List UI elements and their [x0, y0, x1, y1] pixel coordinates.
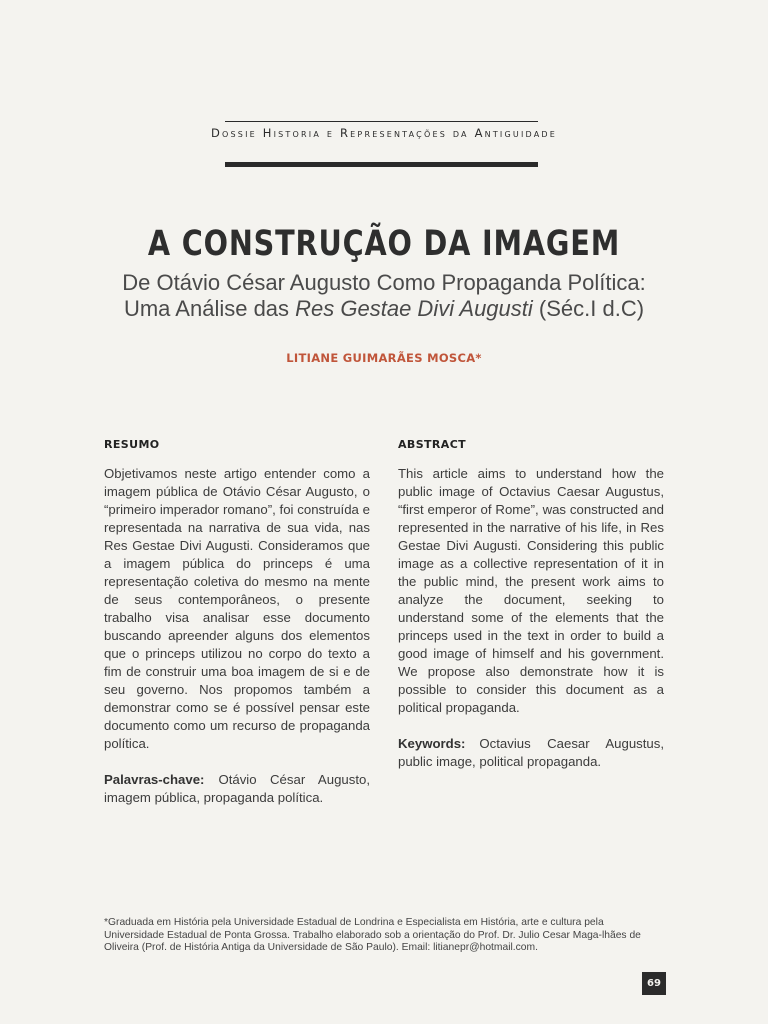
article-subtitle [0, 270, 768, 322]
author-footnote: *Graduada em História pela Universidade Estadual de Londrina e Especialista em História, arte e cultura pela Universidade Estadual de Ponta Grossa. Trabalho elaborado sob a orientação do Prof. Dr. Julio Cesar Maga-lhães de Oliveira (Prof. de História Antiga da Universidade de São Paulo). Email: litianepr@hotmail.com. [104, 917, 641, 953]
abstract-body: This article aims to understand how the public image of Octavius Caesar Augustus, “first emperor of Rome”, was constructed and represented in the narrative of his life, in Res Gestae Divi Augusti. Considering this public image as a collective representation of it in the public mind, the present work aims to analyze the document, seeking to understand some of the elements that the princeps used in the text in order to build a good image of himself and his government. We propose also demonstrate how it is possible to consider this document as a political propaganda. [398, 466, 664, 715]
abstract-heading: ABSTRACT [398, 438, 467, 451]
resumo-keywords-text: Otávio César Augusto, imagem pública, propaganda política. [104, 772, 370, 805]
author-name: LITIANE GUIMARÃES MOSCA* [286, 351, 482, 365]
header-top-rule [225, 121, 538, 122]
abstract-keywords [398, 735, 664, 771]
resumo-column [104, 438, 370, 807]
abstract-column [398, 438, 664, 771]
abstract-keywords-text: Octavius Caesar Augustus, public image, political propaganda. [398, 736, 664, 769]
article-title: A CONSTRUÇÃO DA IMAGEM [147, 224, 621, 264]
header-bottom-rule [225, 162, 538, 167]
subtitle-line-2 [0, 296, 768, 322]
page-number: 69 [642, 972, 666, 995]
subtitle-line-2-pre: Uma Análise das [123, 296, 296, 321]
subtitle-italic-title: Res Gestae Divi Augusti [295, 296, 533, 321]
dossier-header: Dossie Historia e Representações da Antiguidade [210, 126, 558, 140]
resumo-heading: RESUMO [104, 438, 160, 451]
abstract-keywords-label: Keywords: [398, 736, 466, 751]
subtitle-line-2-post: (Séc.I d.C) [532, 296, 645, 321]
resumo-body: Objetivamos neste artigo entender como a imagem pública de Otávio César Augusto, o “primeiro imperador romano”, foi construída e representada na narrativa de sua vida, nas Res Gestae Divi Augusti. Consideramos que a imagem pública do princeps é uma representação coletiva do mesmo na mente de seus contemporâneos, o presente trabalho visa analisar esse documento buscando apreender alguns dos elementos que o princeps utilizou no corpo do texto a fim de construir uma boa imagem de si e de seu governo. Nos propomos também a demonstrar como se é possível pensar este documento como um recurso de propaganda política. [104, 466, 370, 751]
resumo-keywords [104, 771, 370, 807]
subtitle-line-1: De Otávio César Augusto Como Propaganda Política: [122, 270, 646, 295]
resumo-keywords-label: Palavras-chave: [104, 772, 205, 787]
